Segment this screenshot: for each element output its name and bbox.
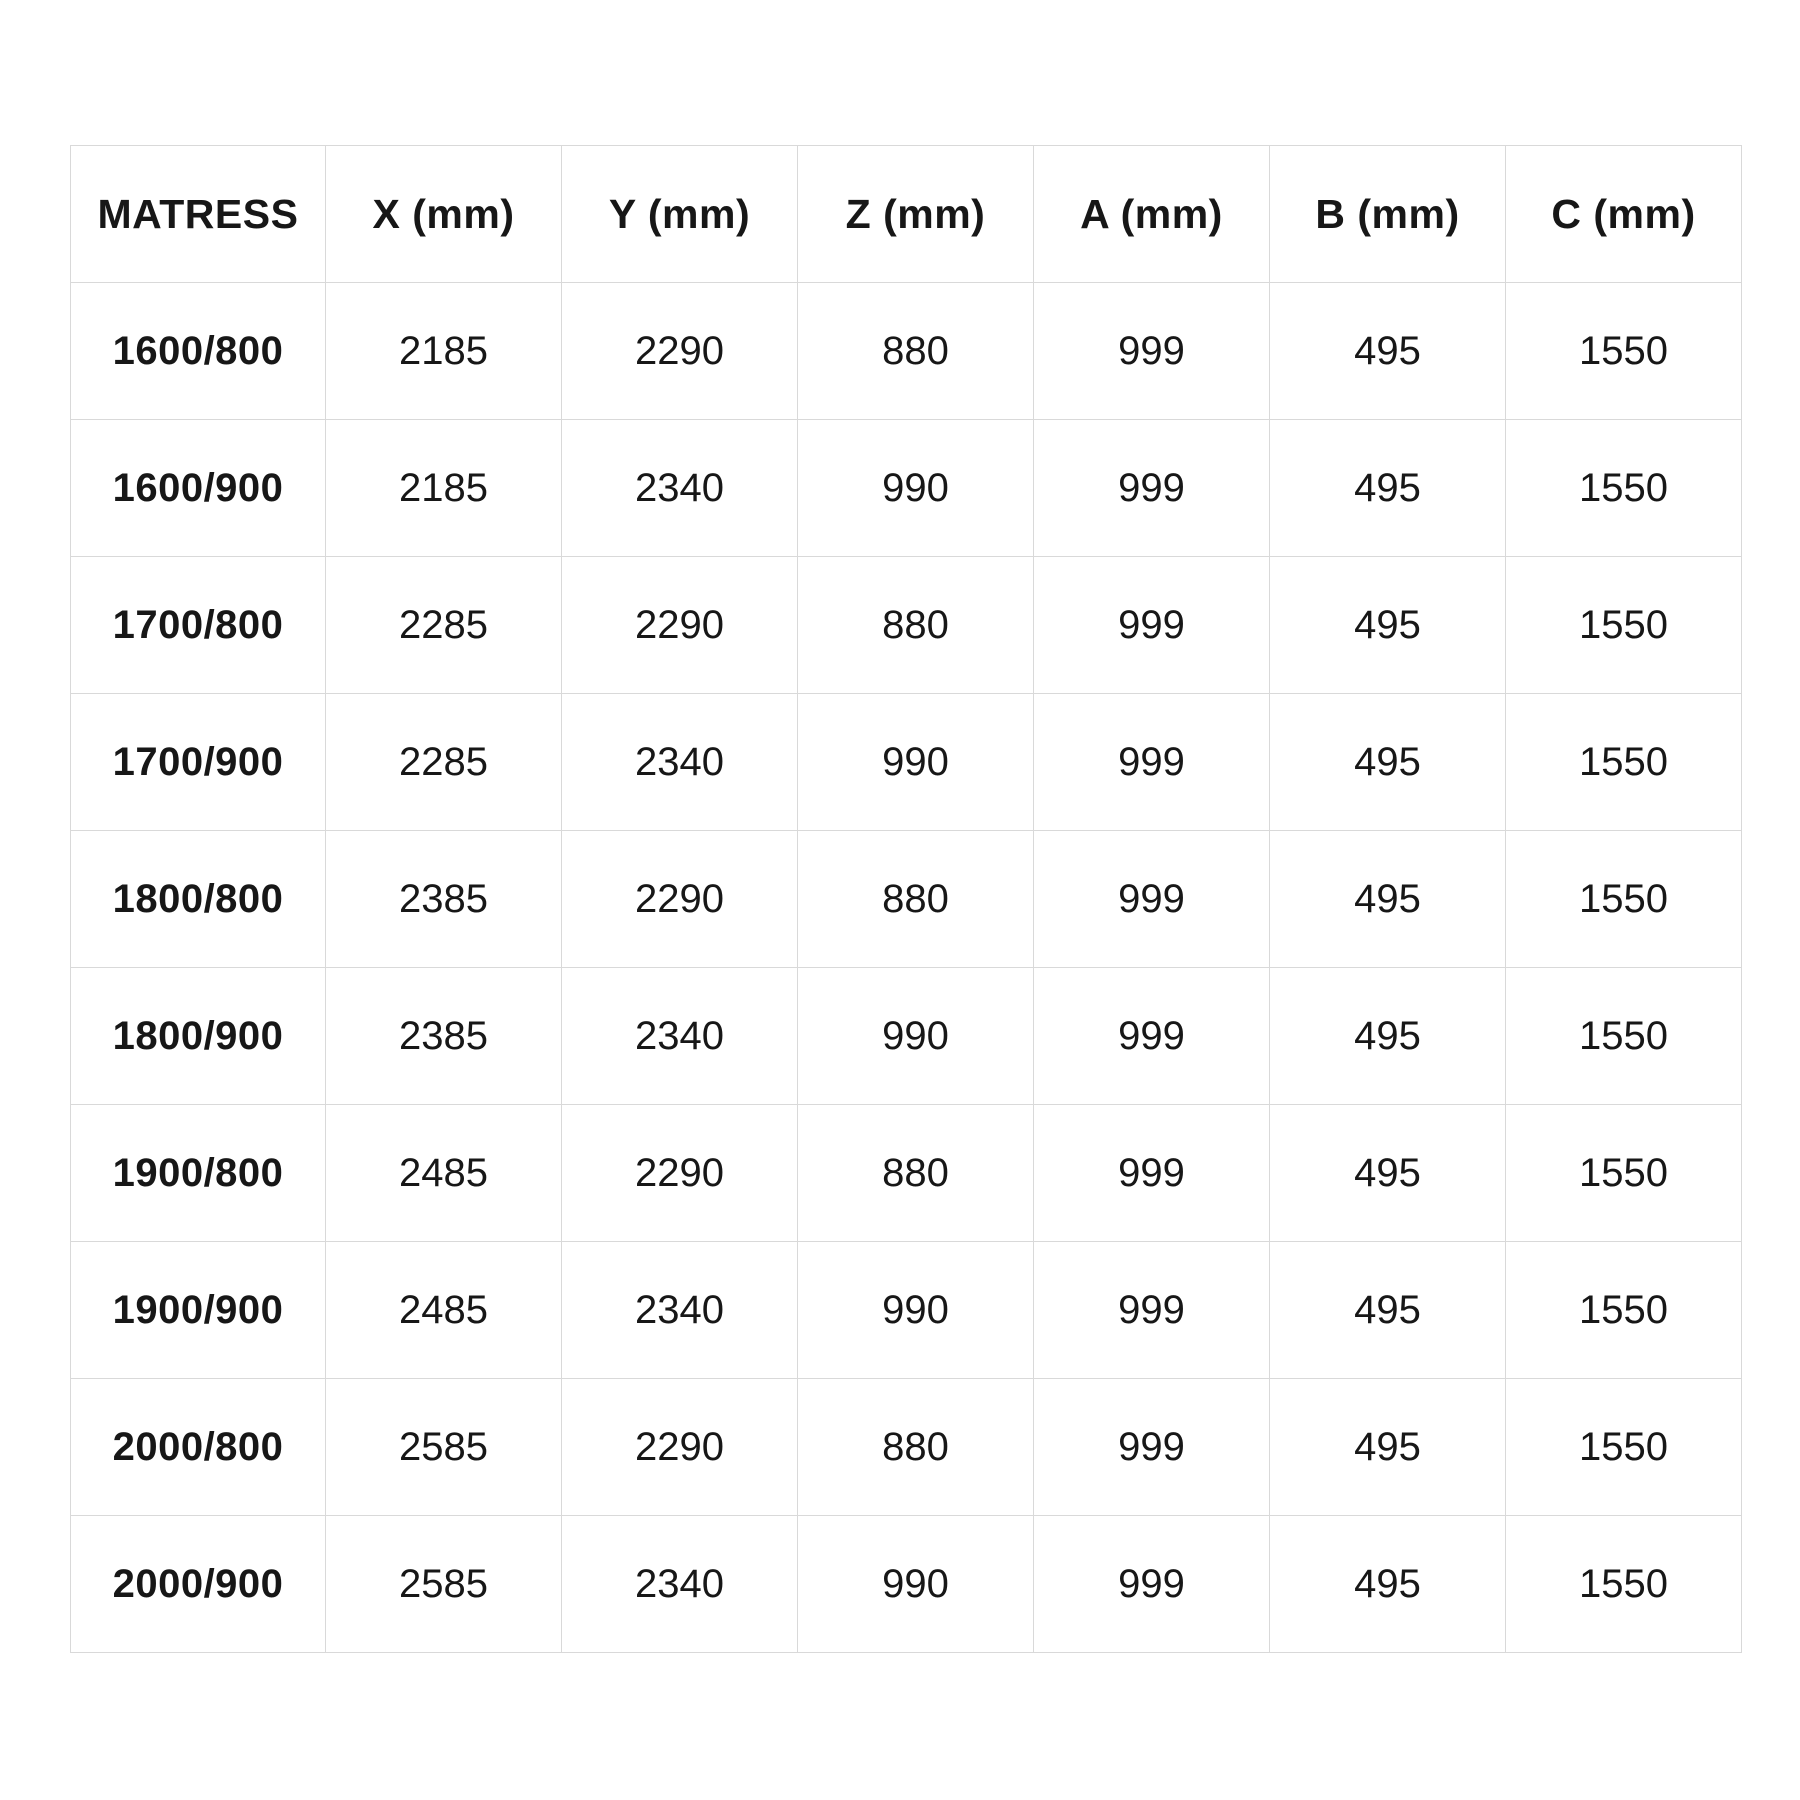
cell-c: 1550 [1506,968,1742,1105]
table-row [71,1379,1742,1516]
cell-z: 990 [798,694,1034,831]
cell-y: 2290 [562,557,798,694]
mattress-dimensions-table [70,145,1742,1653]
table-row [71,283,1742,420]
cell-c: 1550 [1506,557,1742,694]
column-header-b-mm: B (mm) [1270,146,1506,283]
cell-z: 880 [798,557,1034,694]
mattress-dimensions-table-container [70,145,1742,1653]
cell-x: 2585 [326,1516,562,1653]
table-row [71,968,1742,1105]
cell-b: 495 [1270,968,1506,1105]
cell-z: 880 [798,1379,1034,1516]
cell-y: 2290 [562,1379,798,1516]
cell-x: 2485 [326,1105,562,1242]
cell-b: 495 [1270,420,1506,557]
cell-b: 495 [1270,831,1506,968]
cell-x: 2585 [326,1379,562,1516]
cell-c: 1550 [1506,831,1742,968]
cell-c: 1550 [1506,694,1742,831]
column-header-matress: MATRESS [71,146,326,283]
cell-z: 990 [798,968,1034,1105]
cell-matress: 1800/900 [71,968,326,1105]
header-row [71,146,1742,283]
cell-a: 999 [1034,420,1270,557]
cell-matress: 1600/800 [71,283,326,420]
cell-z: 880 [798,283,1034,420]
cell-a: 999 [1034,968,1270,1105]
table-row [71,557,1742,694]
cell-b: 495 [1270,557,1506,694]
column-header-z-mm: Z (mm) [798,146,1034,283]
cell-matress: 1800/800 [71,831,326,968]
table-row [71,1242,1742,1379]
cell-y: 2290 [562,283,798,420]
table-body [71,283,1742,1653]
cell-matress: 1900/900 [71,1242,326,1379]
cell-c: 1550 [1506,1242,1742,1379]
cell-c: 1550 [1506,1516,1742,1653]
cell-y: 2340 [562,420,798,557]
cell-matress: 2000/900 [71,1516,326,1653]
cell-y: 2290 [562,831,798,968]
cell-a: 999 [1034,694,1270,831]
cell-matress: 1700/800 [71,557,326,694]
cell-z: 990 [798,420,1034,557]
cell-b: 495 [1270,1242,1506,1379]
table-row [71,1105,1742,1242]
cell-x: 2285 [326,694,562,831]
cell-z: 990 [798,1516,1034,1653]
cell-matress: 2000/800 [71,1379,326,1516]
cell-x: 2385 [326,831,562,968]
cell-a: 999 [1034,1105,1270,1242]
cell-y: 2340 [562,968,798,1105]
cell-a: 999 [1034,831,1270,968]
cell-b: 495 [1270,1105,1506,1242]
column-header-x-mm: X (mm) [326,146,562,283]
cell-z: 880 [798,831,1034,968]
cell-a: 999 [1034,283,1270,420]
cell-x: 2385 [326,968,562,1105]
table-row [71,420,1742,557]
cell-x: 2285 [326,557,562,694]
cell-c: 1550 [1506,420,1742,557]
column-header-a-mm: A (mm) [1034,146,1270,283]
cell-b: 495 [1270,1516,1506,1653]
cell-matress: 1900/800 [71,1105,326,1242]
table-row [71,694,1742,831]
column-header-c-mm: C (mm) [1506,146,1742,283]
cell-a: 999 [1034,557,1270,694]
table-header [71,146,1742,283]
column-header-y-mm: Y (mm) [562,146,798,283]
table-row [71,831,1742,968]
cell-z: 880 [798,1105,1034,1242]
cell-x: 2485 [326,1242,562,1379]
cell-a: 999 [1034,1242,1270,1379]
cell-c: 1550 [1506,1105,1742,1242]
table-row [71,1516,1742,1653]
cell-a: 999 [1034,1379,1270,1516]
cell-y: 2340 [562,1516,798,1653]
cell-b: 495 [1270,283,1506,420]
cell-c: 1550 [1506,1379,1742,1516]
cell-matress: 1600/900 [71,420,326,557]
cell-b: 495 [1270,694,1506,831]
cell-z: 990 [798,1242,1034,1379]
cell-b: 495 [1270,1379,1506,1516]
cell-c: 1550 [1506,283,1742,420]
cell-y: 2340 [562,1242,798,1379]
cell-x: 2185 [326,420,562,557]
cell-x: 2185 [326,283,562,420]
cell-a: 999 [1034,1516,1270,1653]
cell-matress: 1700/900 [71,694,326,831]
cell-y: 2340 [562,694,798,831]
cell-y: 2290 [562,1105,798,1242]
